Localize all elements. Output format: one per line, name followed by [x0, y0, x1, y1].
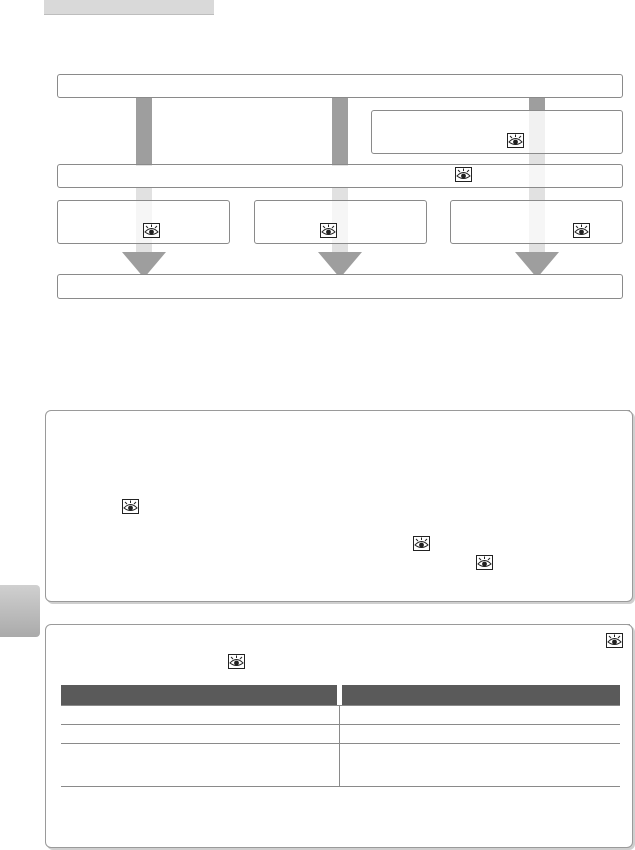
flow-side-box — [371, 110, 623, 154]
arrow-shaft-left-upper — [136, 98, 152, 166]
flow-middle-box — [57, 164, 623, 188]
eye-reference-icon — [413, 536, 430, 551]
table-row-3-col-2 — [342, 744, 620, 786]
note-1-title-rule — [252, 410, 630, 411]
eye-reference-icon — [455, 167, 472, 182]
note-2-title-rule — [348, 624, 630, 625]
table-row-1-col-1 — [61, 706, 337, 724]
table-header-cell-1 — [61, 685, 337, 705]
eye-reference-icon — [606, 633, 623, 648]
table-row-3-col-1 — [61, 744, 337, 786]
table-header-cell-2 — [342, 685, 620, 705]
flow-option-box-2 — [254, 200, 427, 244]
flow-bottom-box — [57, 274, 623, 299]
table-row-1-col-2 — [342, 706, 620, 724]
table-row-divider — [61, 786, 620, 787]
table-row-2-col-1 — [61, 725, 337, 743]
eye-reference-icon — [320, 223, 337, 238]
flow-option-box-3 — [450, 200, 623, 244]
eye-reference-icon — [143, 223, 160, 238]
header-tab — [44, 0, 214, 15]
side-tab — [0, 585, 40, 637]
arrow-shaft-middle-upper — [332, 98, 348, 166]
eye-reference-icon — [228, 654, 245, 669]
arrow-shaft-right-top — [529, 98, 545, 110]
eye-reference-icon — [507, 133, 524, 148]
eye-reference-icon — [476, 555, 493, 570]
eye-reference-icon — [573, 223, 590, 238]
table-row-2-col-2 — [342, 725, 620, 743]
flow-top-box — [57, 74, 623, 98]
table-column-divider — [339, 705, 340, 786]
eye-reference-icon — [122, 499, 139, 514]
